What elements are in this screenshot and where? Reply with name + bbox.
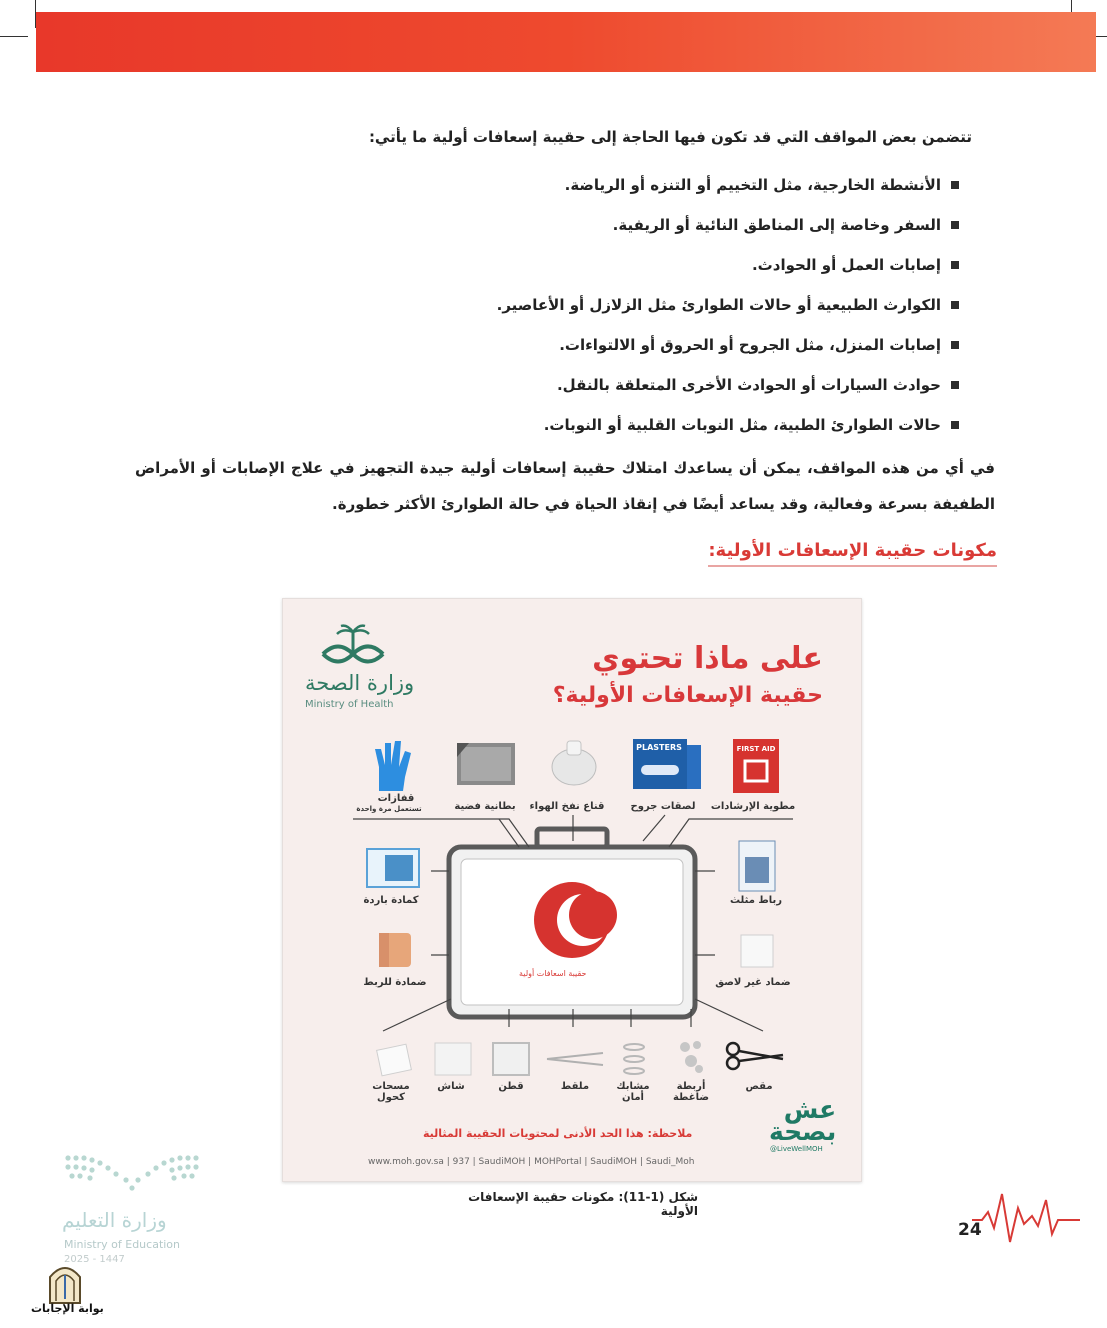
moe-name-en: Ministry of Education [64, 1238, 181, 1251]
live-well-handle: @LiveWellMOH [770, 1145, 823, 1153]
moe-year: 2025 - 1447 [64, 1254, 125, 1265]
figure-caption: شكل (1-11): مكونات حقيبة الإسعافات الأولية [468, 1190, 698, 1218]
list-item: إصابات العمل أو الحوادث. [497, 245, 959, 285]
bullet-square-icon [951, 381, 959, 389]
first-aid-poster [282, 598, 862, 1182]
moh-name-en: Ministry of Health [305, 699, 394, 710]
scissors-icon [723, 1039, 787, 1073]
list-item: حالات الطوارئ الطبية، مثل النوبات القلبية أو النوبات. [497, 405, 959, 445]
label-gloves: قفازات [377, 793, 415, 804]
list-item: الكوارث الطبيعية أو حالات الطوارئ مثل الزلازل أو الأعاصير. [497, 285, 959, 325]
label-mask: قناع نفخ الهواء [529, 801, 605, 812]
booklet-cover-text: FIRST AID [736, 745, 776, 753]
cotton-icon [489, 1039, 533, 1079]
label-bandage: ضمادة للربط [363, 977, 427, 988]
label-scissors: مقص [745, 1081, 773, 1092]
moh-name-ar: وزارة الصحة [305, 671, 415, 695]
intro-text: تتضمن بعض المواقف التي قد تكون فيها الحاجة إلى حقيبة إسعافات أولية ما يأتي: [368, 128, 972, 146]
list-item: الأنشطة الخارجية، مثل التخييم أو التنزه أو الرياضة. [497, 165, 959, 205]
header-band [36, 12, 1096, 72]
label-compression: أربطة ضاغطة [672, 1081, 710, 1103]
page-number: 24 [958, 1220, 982, 1240]
alcohol-wipes-icon [373, 1041, 415, 1077]
safety-pins-icon [619, 1039, 649, 1079]
tweezers-icon [545, 1047, 605, 1071]
label-dressing: ضماد غير لاصق [715, 977, 791, 988]
live-well-logo: عش بصحة [769, 1095, 837, 1146]
bullet-square-icon [951, 261, 959, 269]
label-tweezers: ملقط [560, 1081, 590, 1092]
situations-list [497, 165, 959, 445]
bullet-square-icon [951, 341, 959, 349]
label-gauze: شاش [437, 1081, 465, 1092]
label-blanket: بطانية فضية [454, 801, 516, 812]
poster-subtitle: حقيبة الإسعافات الأولية؟ [552, 683, 823, 708]
label-cold-pack: كمادة باردة [363, 895, 419, 906]
bullet-square-icon [951, 221, 959, 229]
label-wipes: مسحات كحول [372, 1081, 410, 1103]
label-gloves-note: تستعمل مرة واحدة [356, 805, 422, 813]
label-booklet: مطوية الإرشادات [710, 801, 796, 812]
bullet-square-icon [951, 421, 959, 429]
poster-contacts: www.moh.gov.sa | 937 | SaudiMOH | MOHPortal | SaudiMOH | Saudi_Moh [368, 1157, 695, 1167]
compression-bandage-icon [677, 1037, 707, 1077]
list-item: إصابات المنزل، مثل الجروح أو الحروق أو الالتواءات. [497, 325, 959, 365]
bag-label: حقيبة اسعافات أولية [519, 969, 587, 978]
label-safety-pins: مشابك أمان [616, 1081, 650, 1103]
section-title: مكونات حقيبة الإسعافات الأولية: [708, 540, 997, 567]
plasters-box-text: PLASTERS [636, 743, 682, 752]
answers-portal-text: بوابة الإجابات [31, 1302, 104, 1315]
gauze-icon [431, 1039, 475, 1079]
moe-name-ar: وزارة التعليم [62, 1208, 167, 1232]
poster-note: ملاحظة: هذا الحد الأدنى لمحتويات الحقيبة المثالية [423, 1127, 693, 1140]
heartbeat-line-icon [972, 1190, 1080, 1246]
crop-mark [0, 36, 28, 37]
bullet-square-icon [951, 301, 959, 309]
list-item: السفر وخاصة إلى المناطق النائية أو الريفية. [497, 205, 959, 245]
bullet-square-icon [951, 181, 959, 189]
label-triangular: رباط مثلث [729, 895, 783, 906]
list-item: حوادث السيارات أو الحوادث الأخرى المتعلقة بالنقل. [497, 365, 959, 405]
label-plasters: لصقات جروح [630, 801, 696, 812]
poster-title: على ماذا تحتوي [592, 641, 823, 676]
label-cotton: قطن [498, 1081, 524, 1092]
body-paragraph: في أي من هذه المواقف، يمكن أن يساعدك امتلاك حقيبة إسعافات أولية جيدة التجهيز في علاج الإصابات أو الأمراض الطفيفة بسرعة وفعالية، وقد يساعد أيضًا في إنقاذ الحياة في حالة الطوارئ الأكثر خطورة. [135, 459, 995, 513]
